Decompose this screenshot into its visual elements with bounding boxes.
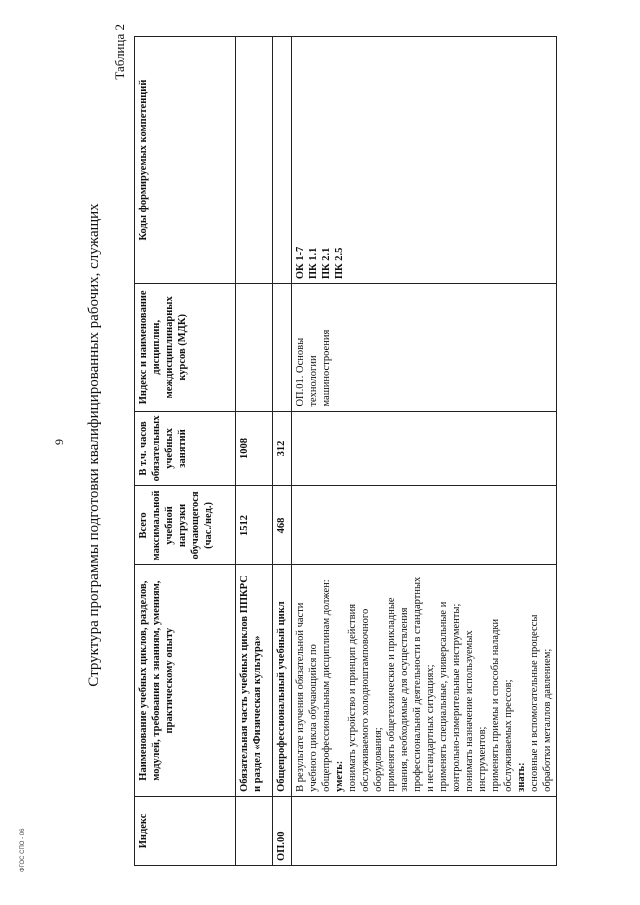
cell-opc-total: 468 [273,486,292,565]
rotated-sheet [82,20,602,870]
competence-code: ОК 1-7 [295,246,306,280]
cell-empty [236,37,273,284]
document-title: Структура программы подготовки квалифицированных рабочих, служащих [86,203,102,687]
cell-empty [273,284,292,411]
cell-empty [292,796,557,865]
header-classes: В т.ч. часов обязательных учебных занятий [135,411,236,486]
competence-code: ПК 2.1 [321,247,332,280]
header-competences: Коды формируемых компетенций [135,37,236,284]
znat-item: основные и вспомогательные процессы обработки металлов давлением; [529,614,553,792]
umet-item: применять общетехнические и прикладные знания, необходимые для осуществления профессиональной деятельности в стандартных и нестандартных ситуациях; [386,576,436,792]
table-label: Таблица 2 [112,24,127,80]
cell-opc-index: ОП.00 [273,796,292,865]
table-row [273,37,292,866]
header-index: Индекс [135,796,236,865]
cell-oblig-total: 1512 [236,486,273,565]
page-number: 9 [52,439,66,445]
cell-empty [236,796,273,865]
cell-discipline: ОП.01. Основы технологии машиностроения [292,284,557,411]
cell-requirements [292,565,557,796]
table-row [292,37,557,866]
footer-code: ФГОС СПО - 06 [20,828,26,872]
competence-code: ПК 2.5 [334,247,345,280]
cell-opc-classes: 312 [273,411,292,486]
header-discipline: Индекс и наименование дисциплин, междисциплинарных курсов (МДК) [135,284,236,411]
cell-empty [292,486,557,565]
structure-table [134,36,557,866]
cell-competences [292,37,557,284]
umet-item: применять специальные, универсальные и контрольно-измерительные инструменты; [438,601,462,792]
umet-label: уметь: [334,760,345,792]
cell-oblig-name: Обязательная часть учебных циклов ППКРС и раздел «Физическая культура» [236,565,273,796]
competence-code: ПК 1.1 [308,247,319,280]
cell-oblig-classes: 1008 [236,411,273,486]
header-total: Всего максимальной учебной нагрузки обучающегося (час./нед.) [135,486,236,565]
cell-empty [273,37,292,284]
umet-item: понимать назначение используемых инструментов; [464,630,488,792]
umet-item: понимать устройство и принцип действия обслуживаемого холодноштамповочного оборудования; [347,603,384,792]
cell-empty [292,411,557,486]
umet-item: применять приемы и способы наладки обслуживаемых прессов; [490,618,514,792]
requirements-intro: В результате изучения обязательной части учебного цикла обучающийся по общепрофессиональным дисциплинам должен: [295,579,332,792]
header-name: Наименование учебных циклов, разделов, модулей, требования к знаниям, умениям, практическому опыту [135,565,236,796]
cell-empty [236,284,273,411]
header-row [135,37,236,866]
cell-opc-name: Общепрофессиональный учебный цикл [273,565,292,796]
znat-label: знать: [516,762,527,792]
table-row [236,37,273,866]
